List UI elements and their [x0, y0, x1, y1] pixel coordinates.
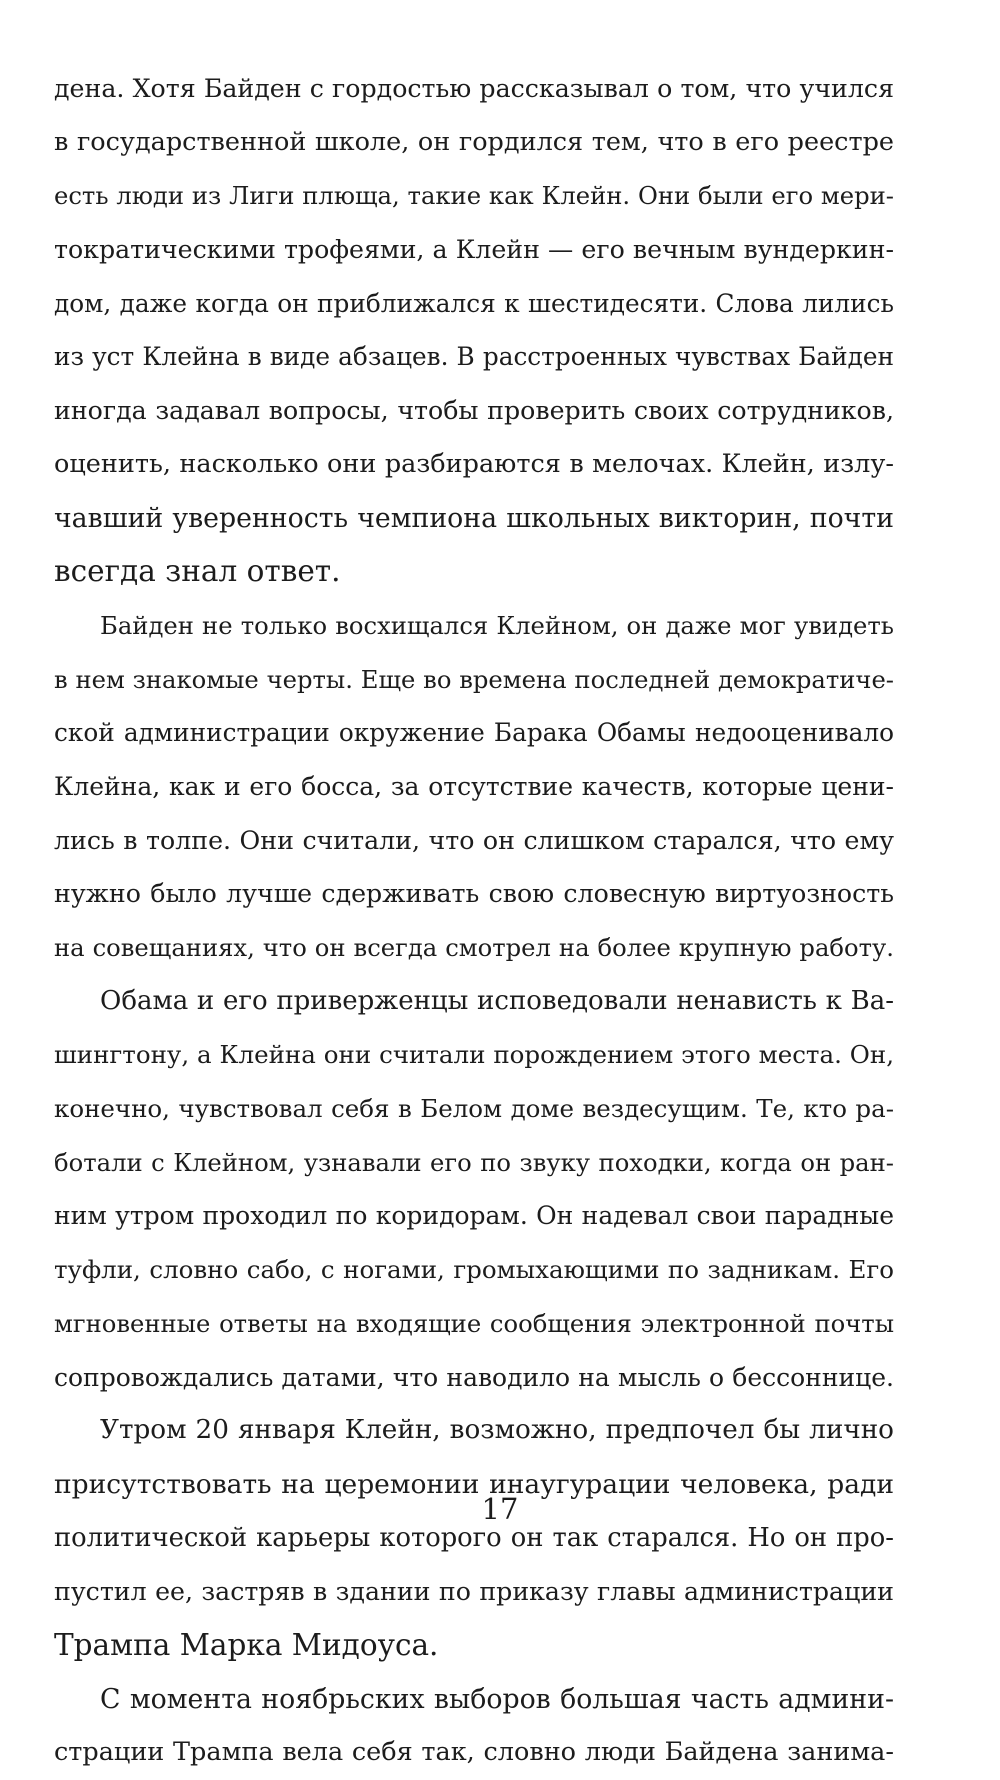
text-line: Байден не только восхищался Клейном, он даже мог увидеть — [100, 610, 894, 640]
text-line: в нем знакомые черты. Еще во времена последней демократиче- — [54, 664, 894, 694]
text-line: Трампа Марка Мидоуса. — [54, 1627, 439, 1662]
text-line: Клейна, как и его босса, за отсутствие качеств, которые цени- — [54, 771, 894, 801]
text-line: дена. Хотя Байден с гордостью рассказывал о том, что учился — [54, 74, 894, 103]
text-line: лись в толпе. Они считали, что он слишком старался, что ему — [54, 825, 894, 855]
page-number: 17 — [481, 1492, 519, 1526]
text-line: С момента ноябрьских выборов большая часть админи- — [100, 1683, 894, 1715]
text-line: есть люди из Лиги плюща, такие как Клейн. Они были его мери- — [54, 181, 894, 211]
text-line: в государственной школе, он гордился тем, что в его реестре — [54, 126, 894, 157]
text-line: тократическими трофеями, а Клейн — его вечным вундеркин- — [54, 235, 894, 265]
text-line: Утром 20 января Клейн, возможно, предпочел бы лично — [100, 1415, 894, 1446]
text-line: присутствовать на церемонии инаугурации человека, ради — [54, 1468, 894, 1500]
text-line: политической карьеры которого он так старался. Но он про- — [54, 1522, 894, 1553]
text-line: страции Трампа вела себя так, словно люди Байдена занима- — [54, 1737, 894, 1768]
text-line: конечно, чувствовал себя в Белом доме вездесущим. Те, кто ра- — [54, 1094, 894, 1124]
text-line: шингтону, а Клейна они считали порождением этого места. Он, — [54, 1040, 894, 1070]
text-line: чавший уверенность чемпиона школьных викторин, почти — [54, 502, 894, 534]
text-line: дом, даже когда он приближался к шестидесяти. Слова лились — [54, 288, 894, 318]
text-line: иногда задавал вопросы, чтобы проверить своих сотрудников, — [54, 396, 894, 426]
text-line: всегда знал ответ. — [54, 554, 341, 589]
text-line: оценить, насколько они разбираются в мелочах. Клейн, излу- — [54, 448, 894, 479]
text-line: ской администрации окружение Барака Обамы недооценивало — [54, 718, 894, 748]
text-line: туфли, словно сабо, с ногами, громыхающими по задникам. Его — [54, 1255, 894, 1285]
text-line: ботали с Клейном, узнавали его по звуку походки, когда он ран- — [54, 1147, 894, 1177]
text-line: Обама и его приверженцы исповедовали ненависть к Ва- — [100, 985, 894, 1016]
text-line: ним утром проходил по коридорам. Он надевал свои парадные — [54, 1201, 894, 1231]
text-line: из уст Клейна в виде абзацев. В расстроенных чувствах Байден — [54, 342, 894, 372]
text-line: на совещаниях, что он всегда смотрел на более крупную работу. — [54, 933, 894, 962]
text-line: сопровождались датами, что наводило на мысль о бессоннице. — [54, 1362, 894, 1392]
text-line: пустил ее, застряв в здании по приказу главы администрации — [54, 1577, 894, 1607]
text-line: нужно было лучше сдерживать свою словесную виртуозность — [54, 879, 894, 909]
text-line: мгновенные ответы на входящие сообщения электронной почты — [54, 1308, 894, 1338]
